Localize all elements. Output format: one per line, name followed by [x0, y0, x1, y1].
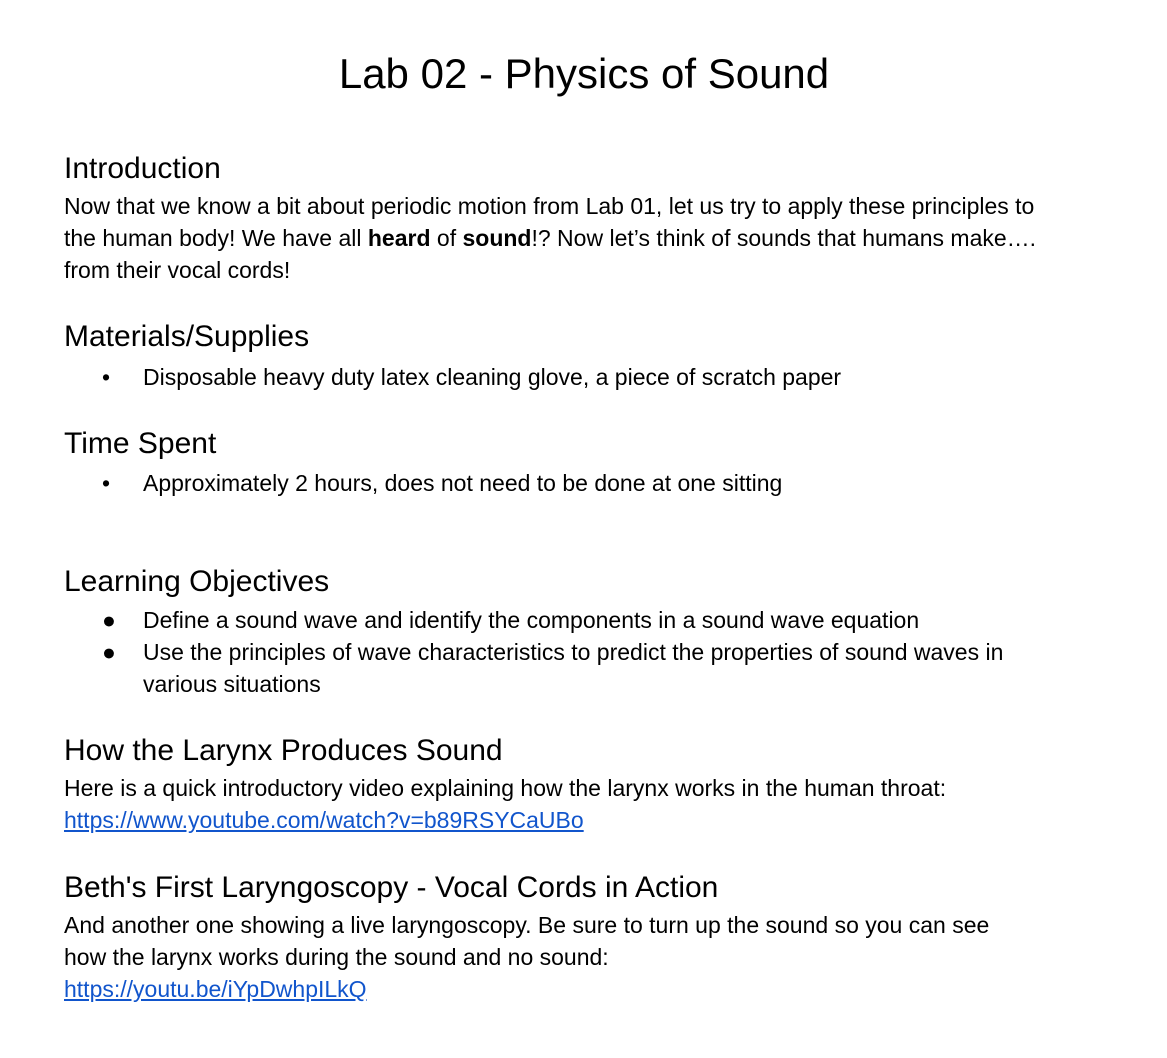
larynx-paragraph [64, 772, 1104, 836]
introduction-paragraph [64, 190, 1104, 286]
time-spent-item-text: Approximately 2 hours, does not need to be done at one sitting [143, 470, 783, 496]
introduction-line-1: Now that we know a bit about periodic motion from Lab 01, let us try to apply these principles to [64, 193, 1035, 219]
laryngoscopy-line-2: how the larynx works during the sound and no sound: [64, 944, 609, 970]
text-fragment: the human body! We have all [64, 225, 368, 251]
list-item [64, 636, 1003, 700]
larynx-link-line [64, 804, 1104, 836]
objectives-list [64, 604, 1003, 700]
text-fragment: of [430, 225, 463, 251]
materials-item-text: Disposable heavy duty latex cleaning glove, a piece of scratch paper [143, 364, 842, 390]
laryngoscopy-video-link[interactable]: https://youtu.be/iYpDwhpILkQ [64, 976, 367, 1002]
laryngoscopy-heading: Beth's First Laryngoscopy - Vocal Cords in Action [64, 871, 719, 904]
time-spent-list [64, 467, 782, 499]
laryngoscopy-paragraph [64, 909, 1104, 1005]
text-fragment: !? Now let’s think of sounds that humans make…. [531, 225, 1037, 251]
bullet-marker: ● [102, 607, 116, 633]
larynx-text: Here is a quick introductory video explaining how the larynx works in the human throat: [64, 775, 947, 801]
objective-text: Define a sound wave and identify the components in a sound wave equation [143, 607, 920, 633]
page-title: Lab 02 - Physics of Sound [338, 50, 830, 97]
bold-heard: heard [367, 225, 431, 251]
objectives-heading: Learning Objectives [64, 565, 330, 598]
time-spent-heading: Time Spent [64, 427, 217, 460]
list-item [64, 604, 1003, 636]
objective-text-continued: various situations [143, 671, 321, 697]
introduction-line-2 [64, 222, 1104, 254]
list-item [64, 467, 782, 499]
introduction-heading: Introduction [64, 152, 221, 185]
list-item [64, 361, 841, 393]
materials-list [64, 361, 841, 393]
bullet-marker: ● [102, 639, 116, 665]
objective-text: Use the principles of wave characteristics to predict the properties of sound waves in [143, 639, 1004, 665]
introduction-line-3: from their vocal cords! [64, 257, 291, 283]
laryngoscopy-link-line [64, 973, 1104, 1005]
larynx-heading: How the Larynx Produces Sound [64, 734, 503, 767]
bold-sound: sound [462, 225, 532, 251]
bullet-marker: • [102, 470, 111, 496]
bullet-marker: • [102, 364, 111, 390]
materials-heading: Materials/Supplies [64, 320, 310, 353]
larynx-video-link[interactable]: https://www.youtube.com/watch?v=b89RSYCaUBo [64, 807, 584, 833]
laryngoscopy-line-1: And another one showing a live laryngoscopy. Be sure to turn up the sound so you can see [64, 912, 990, 938]
